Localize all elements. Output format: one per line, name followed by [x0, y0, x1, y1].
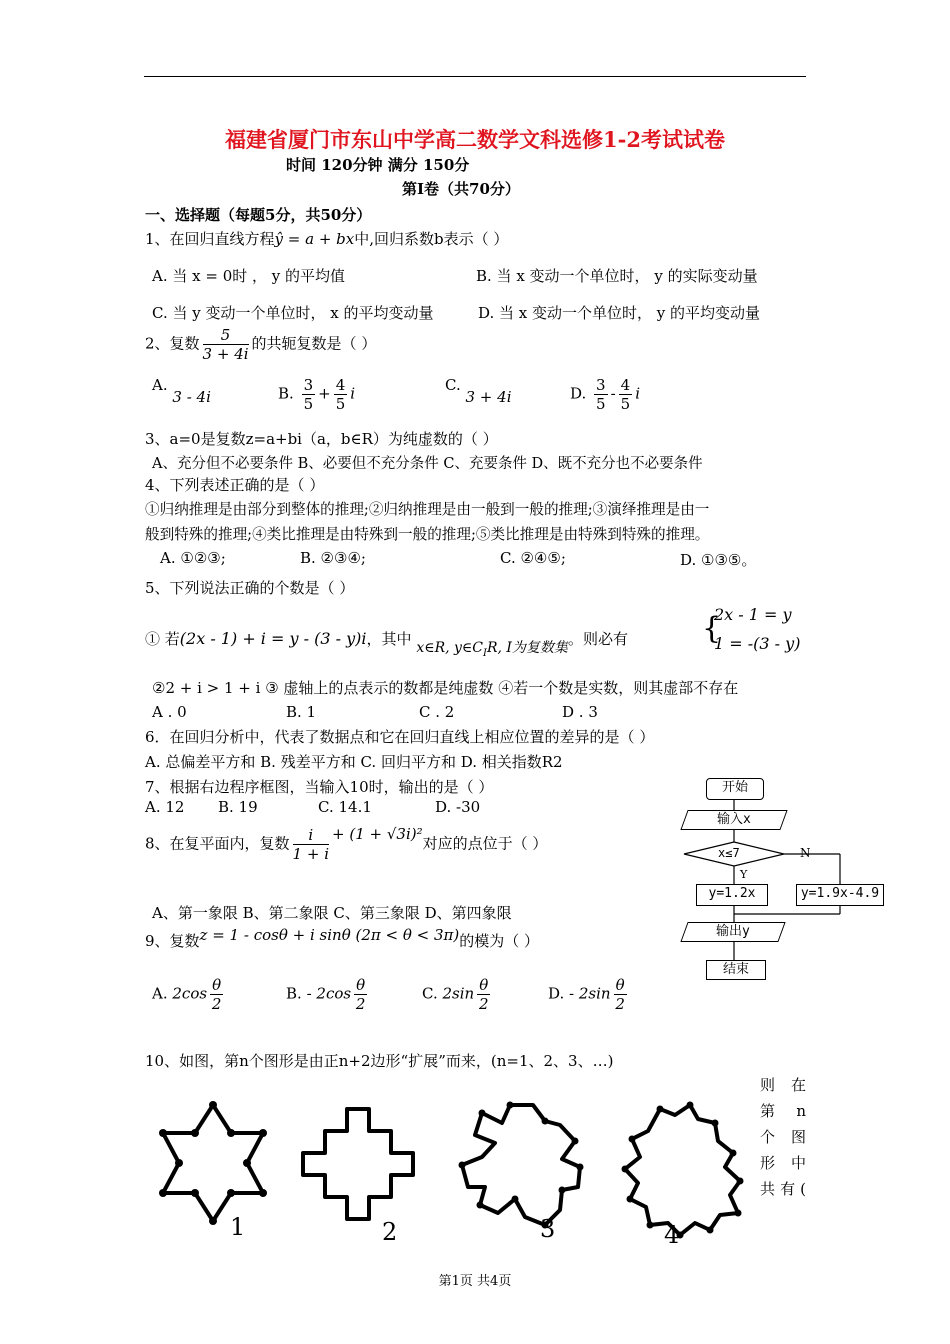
q3-options: A、充分但不必要条件 B、必要但不充分条件 C、充要条件 D、既不充分也不必要条件 [152, 456, 703, 472]
q5-statement-1: ① 若(2x - 1) + i = y - (3 - y)i，其中 x∈R, $y\in C_IR$, I为复数集。则必有 [145, 629, 628, 659]
figure-label-1: 1 [230, 1213, 246, 1241]
flow-right-process: y=1.9x-4.9 [796, 884, 884, 906]
flow-left-process: y=1.2x [696, 884, 768, 906]
flow-yes-label: Y [740, 868, 748, 881]
q4-option-a: A. ①②③; [160, 549, 226, 567]
q7-option-d: D. -30 [435, 798, 481, 816]
flow-output: 输出y [680, 922, 785, 942]
q5-stem: 5、下列说法正确的个数是（ ） [145, 579, 355, 597]
system-eq-1: 2x - 1 = y [714, 605, 792, 624]
q10-stem: 10、如图，第n个图形是由正n+2边形“扩展”而来，(n=1、2、3、…) [145, 1052, 614, 1070]
q8-options: A、第一象限 B、第二象限 C、第三象限 D、第四象限 [152, 904, 512, 922]
q7-option-c: C. 14.1 [318, 798, 372, 816]
volume-title: 第Ⅰ卷（共70分） [402, 180, 520, 198]
exam-title: 福建省厦门市东山中学高二数学文科选修1-2考试试卷 [225, 127, 725, 152]
flow-input: 输入x [680, 810, 787, 830]
section-heading: 一、选择题（每题5分，共50分） [145, 206, 372, 224]
header-rule [144, 76, 806, 77]
q4-line1: ①归纳推理是由部分到整体的推理;②归纳推理是由一般到一般的推理;③演绎推理是由一 [145, 501, 710, 518]
q5-option-a: A . 0 [152, 703, 187, 721]
q4-option-c: C. ②④⑤; [500, 549, 566, 567]
q5-option-c: C . 2 [419, 703, 455, 721]
q4-line2: 般到特殊的推理;④类比推理是由特殊到一般的推理;⑤类比推理是由特殊到特殊的推理。 [145, 526, 710, 543]
q1-option-a: A. 当 x = 0时 ， y 的平均值 [152, 267, 346, 285]
page-footer: 第1页 共4页 [438, 1274, 512, 1289]
figure-4-shape [625, 1105, 740, 1235]
q1-option-b: B. 当 x 变动一个单位时， y 的实际变动量 [476, 267, 758, 285]
q4-stem: 4、下列表述正确的是（ ） [145, 476, 325, 494]
q4-option-d: D. ①③⑤。 [680, 551, 757, 569]
flow-end: 结束 [706, 960, 766, 980]
q7-stem: 7、根据右边程序框图，当输入10时，输出的是（ ） [145, 778, 494, 796]
figure-label-4: 4 [664, 1221, 680, 1249]
q2-option-c: C. 3 + 4i [445, 376, 512, 406]
figure-label-2: 2 [382, 1218, 398, 1246]
q5-option-d: D . 3 [562, 703, 598, 721]
q4-option-b: B. ②③④; [300, 549, 366, 567]
q7-option-b: B. 19 [218, 798, 258, 816]
system-eq-2: 1 = -(3 - y) [714, 634, 801, 653]
q10-figures [150, 1095, 750, 1250]
system-brace: { [702, 611, 722, 646]
q1-option-d: D. 当 x 变动一个单位时， y 的平均变动量 [478, 304, 761, 322]
q9-option-c: C. 2sin $\frac{\theta}{2}$ [422, 976, 489, 1013]
q6-stem: 6．在回归分析中，代表了数据点和它在回归直线上相应位置的差异的是（ ） [145, 728, 655, 746]
q5-option-b: B. 1 [286, 703, 317, 721]
figure-label-3: 3 [540, 1215, 556, 1243]
flow-start: 开始 [706, 778, 764, 800]
q7-option-a: A. 12 [145, 798, 185, 816]
q1-option-c: C. 当 y 变动一个单位时， x 的平均变动量 [152, 304, 434, 322]
q2-option-d: D. $\frac{3}{5}$ - $\frac{4}{5}$ i [570, 376, 641, 413]
q9-option-a: A. 2cos $\frac{\theta}{2}$ [152, 976, 222, 1013]
flow-condition: x≤7 [718, 846, 740, 860]
exam-subtitle: 时间 120分钟 满分 150分 [286, 156, 470, 174]
q10-side-text: 则 在 第 n 个 图 形 中 共有( [760, 1076, 806, 1198]
q6-options: A. 总偏差平方和 B. 残差平方和 C. 回归平方和 D. 相关指数R2 [145, 753, 563, 771]
q5-statements-2-4: ②2 + i > 1 + i ③ 虚轴上的点表示的数都是纯虚数 ④若一个数是实数，则其虚部不存在 [152, 679, 739, 697]
q2-stem: 2、复数 $\frac{5}{3 + 4i}$ 的共轭复数是（ ） [145, 326, 377, 363]
q1-stem: 1、在回归直线方程ŷ = a + bx中,回归系数b表示（ ） [145, 230, 509, 248]
q2-option-a: A. 3 - 4i [152, 376, 211, 406]
q9-option-b: B. - 2cos $\frac{\theta}{2}$ [286, 976, 366, 1013]
flowchart-connectors [672, 774, 887, 984]
q9-option-d: D. - 2sin $\frac{\theta}{2}$ [548, 976, 625, 1013]
q2-option-b: B. $\frac{3}{5}$ + $\frac{4}{5}$ i [278, 376, 356, 413]
flow-no-label: N [800, 846, 811, 860]
q8-stem: 8、在复平面内，复数 $\frac{i}{1 + i}$ + (1 + √3i)²对应的点位于（ ） [145, 824, 548, 863]
q9-stem: 9、复数z = 1 - cosθ + i sinθ (2π < θ < 3π)的模为（ ） [145, 926, 540, 950]
figure-2-cross [303, 1109, 413, 1219]
q3-stem: 3、a=0是复数z=a+bi（a，b∈R）为纯虚数的（ ） [145, 430, 498, 448]
